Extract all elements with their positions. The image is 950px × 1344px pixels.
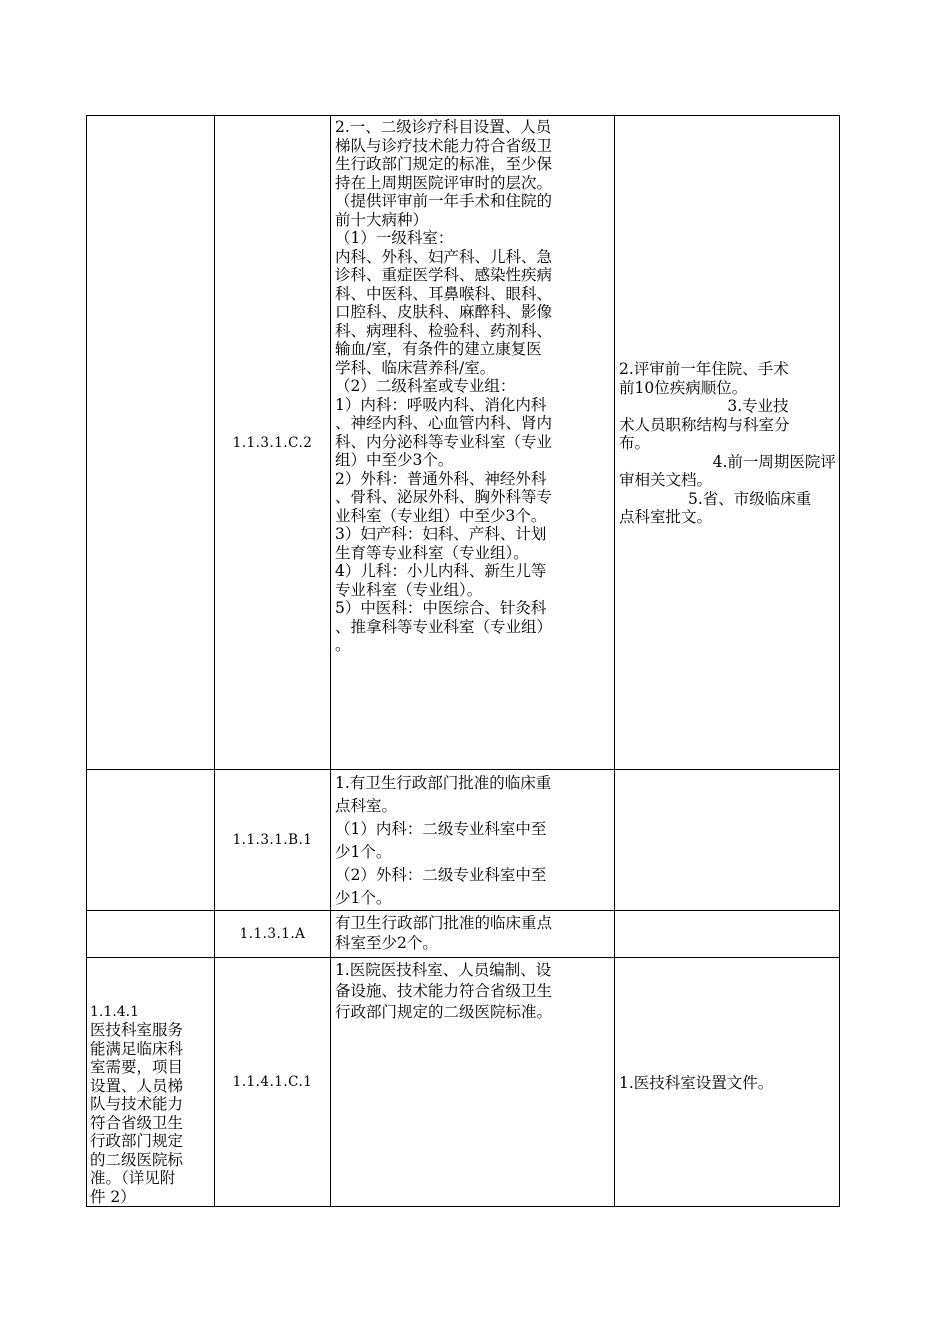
evidence-line: 3.专业技	[619, 397, 789, 416]
requirement-line: （2）二级科室或专业组：	[335, 377, 516, 395]
standard-code: 1.1.4.1	[90, 1003, 139, 1020]
requirement-line: 口腔科、皮肤科、麻醉科、影像	[335, 303, 553, 321]
standard-cell	[87, 770, 215, 911]
requirement-line: 生育等专业科室（专业组）。	[335, 543, 529, 562]
standard-line: 室需要，项目	[90, 1058, 184, 1076]
requirement-line: 5）中医科：中医综合、针灸科	[335, 599, 547, 617]
evidence-line: 布。	[619, 434, 651, 453]
requirement-line: 专业科室（专业组）。	[335, 580, 483, 599]
standard-line: 符合省级卫生	[90, 1113, 184, 1132]
requirement-line: 1.有卫生行政部门批准的临床重	[335, 774, 552, 792]
requirement-line: 少1个。	[335, 889, 392, 907]
requirement-line: 前十大病种）	[335, 210, 429, 229]
standard-cell	[87, 116, 215, 770]
requirement-line: 1.医院医技科室、人员编制、设	[335, 961, 552, 979]
requirement-line: 2）外科：普通外科、神经外科	[335, 469, 547, 488]
evidence-line: 术人员职称结构与科室分	[619, 415, 790, 434]
requirement-line: （1）内科：二级专业科室中至	[335, 820, 547, 838]
requirement-cell	[331, 116, 615, 770]
requirement-line: 1）内科：呼吸内科、消化内科	[335, 395, 547, 414]
requirement-line: 内科、外科、妇产科、儿科、急	[335, 247, 553, 266]
requirement-cell	[331, 911, 615, 958]
requirement-line: 持在上周期医院评审时的层次。	[335, 173, 553, 192]
standard-cell	[87, 911, 215, 958]
requirement-line: 科、病理科、检验科、药剂科、	[335, 321, 553, 340]
requirement-line: 、骨科、泌尿外科、胸外科等专	[335, 488, 553, 506]
requirement-line: 组）中至少3个。	[335, 451, 454, 469]
table-row	[87, 911, 840, 958]
standard-line: 医技科室服务	[90, 1021, 184, 1039]
requirement-line: 科、内分泌科等专业科室（专业	[335, 432, 553, 451]
evidence-line: 1.医技科室设置文件。	[619, 1073, 774, 1092]
evidence-cell	[615, 911, 840, 958]
requirement-line: 、推拿科等专业科室（专业组）	[335, 617, 553, 636]
standard-line: 队与技术能力	[90, 1095, 184, 1113]
standard-line: 能满足临床科	[90, 1039, 184, 1058]
item-code: 1.1.4.1.C.1	[215, 958, 331, 1207]
requirement-line: （提供评审前一年手术和住院的	[335, 192, 553, 210]
requirement-line: 生行政部门规定的标准，至少保	[335, 155, 553, 173]
requirement-line: 2.一、二级诊疗科目设置、人员	[335, 118, 552, 136]
requirement-line: （2）外科：二级专业科室中至	[335, 866, 547, 884]
standards-table	[86, 115, 840, 1207]
requirement-line: 业科室（专业组）中至少3个。	[335, 506, 547, 525]
evidence-cell	[615, 770, 840, 911]
requirement-line: 诊科、重症医学科、感染性疾病	[335, 266, 553, 284]
item-code: 1.1.3.1.B.1	[215, 770, 331, 911]
requirement-line: 备设施、技术能力符合省级卫生	[335, 982, 553, 1000]
requirement-line: 学科、临床营养科/室。	[335, 358, 496, 377]
requirement-line: 少1个。	[335, 843, 392, 861]
evidence-line: 5.省、市级临床重	[619, 489, 812, 508]
requirement-cell	[331, 770, 615, 911]
table-row	[87, 116, 840, 770]
standard-line: 行政部门规定	[90, 1132, 184, 1150]
requirement-line: 科、中医科、耳鼻喉科、眼科、	[335, 284, 553, 303]
requirement-line: 有卫生行政部门批准的临床重点	[335, 914, 553, 932]
requirement-line: 3）妇产科：妇科、产科、计划	[335, 525, 547, 543]
item-code: 1.1.3.1.C.2	[215, 116, 331, 770]
standard-line: 件 2）	[90, 1187, 136, 1206]
evidence-line: 4.前一周期医院评	[619, 452, 836, 471]
standard-line: 准。（详见附	[90, 1169, 176, 1187]
standard-line: 设置、人员梯	[90, 1076, 184, 1095]
requirement-line: 、神经内科、心血管内科、肾内	[335, 414, 553, 432]
requirement-line: 。	[335, 636, 351, 654]
requirement-line: 点科室。	[335, 797, 398, 815]
requirement-cell	[331, 958, 615, 1207]
requirement-line: 梯队与诊疗技术能力符合省级卫	[335, 136, 553, 155]
standard-cell	[87, 958, 215, 1207]
requirement-line: 输血/室，有条件的建立康复医	[335, 340, 542, 358]
item-code: 1.1.3.1.A	[215, 911, 331, 958]
table-row	[87, 770, 840, 911]
evidence-cell	[615, 116, 840, 770]
requirement-line: （1）一级科室：	[335, 229, 454, 247]
evidence-line: 2.评审前一年住院、手术	[619, 360, 789, 379]
evidence-line: 点科室批文。	[619, 508, 713, 527]
evidence-cell	[615, 958, 840, 1207]
requirement-line: 4）儿科：小儿内科、新生儿等	[335, 562, 547, 580]
evidence-line: 前10位疾病顺位。	[619, 378, 748, 397]
requirement-line: 科室至少2个。	[335, 934, 438, 952]
evidence-line: 审相关文档。	[619, 471, 713, 490]
standard-line: 的二级医院标	[90, 1150, 184, 1169]
table-row	[87, 958, 840, 1207]
requirement-line: 行政部门规定的二级医院标准。	[335, 1003, 553, 1021]
